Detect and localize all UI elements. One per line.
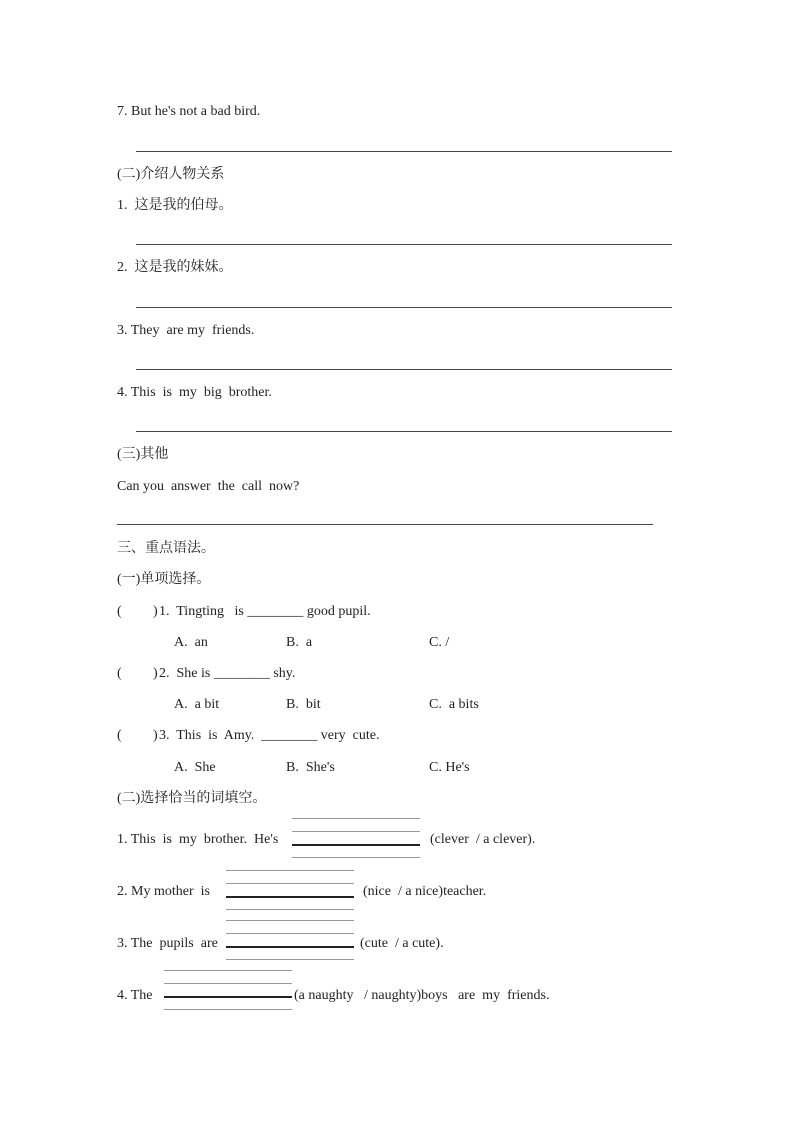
answer-paren-open[interactable]: ( <box>117 666 122 681</box>
fill-blank[interactable] <box>226 870 354 912</box>
fill-item-3-options: (cute / a cute). <box>360 936 444 951</box>
relation-item-3: 3. They are my friends. <box>117 323 255 338</box>
option-b: B. She's <box>286 760 335 775</box>
fill-item-3-text: 3. The pupils are <box>117 936 218 951</box>
blank-guide-line <box>164 970 292 971</box>
answer-line[interactable] <box>136 244 672 245</box>
relation-item-1: 1. 这是我的伯母。 <box>117 198 233 213</box>
answer-line[interactable] <box>136 431 672 432</box>
option-a: A. She <box>174 760 216 775</box>
blank-answer-line <box>292 844 420 846</box>
relation-item-2: 2. 这是我的妹妹。 <box>117 260 233 275</box>
blank-guide-line <box>292 857 420 858</box>
blank-guide-line <box>226 959 354 960</box>
fill-item-4-options: (a naughty / naughty)boys are my friends. <box>294 988 550 1003</box>
fill-item-1-options: (clever / a clever). <box>430 832 536 847</box>
blank-guide-line <box>292 818 420 819</box>
blank-guide-line <box>226 933 354 934</box>
section-heading-relations: (二)介绍人物关系 <box>117 167 225 182</box>
answer-line[interactable] <box>117 524 653 525</box>
fill-item-2-text: 2. My mother is <box>117 884 210 899</box>
option-c: C. / <box>429 635 450 650</box>
subsection-heading-fill: (二)选择恰当的词填空。 <box>117 791 267 806</box>
blank-guide-line <box>226 883 354 884</box>
fill-item-2-options: (nice / a nice)teacher. <box>363 884 487 899</box>
blank-answer-line <box>164 996 292 998</box>
answer-line[interactable] <box>136 307 672 308</box>
answer-line[interactable] <box>136 151 672 152</box>
fill-item-1-text: 1. This is my brother. He's <box>117 832 279 847</box>
option-c: C. He's <box>429 760 470 775</box>
choice-question-3: 3. This is Amy. ________ very cute. <box>159 728 380 743</box>
answer-line[interactable] <box>136 369 672 370</box>
section-heading-grammar: 三、重点语法。 <box>117 541 215 556</box>
blank-guide-line <box>292 831 420 832</box>
subsection-heading-choice: (一)单项选择。 <box>117 572 211 587</box>
blank-guide-line <box>164 1009 292 1010</box>
answer-paren-close: ) <box>153 666 158 681</box>
other-question-1: Can you answer the call now? <box>117 479 300 494</box>
fill-blank[interactable] <box>292 818 420 860</box>
blank-guide-line <box>226 870 354 871</box>
option-a: A. an <box>174 635 208 650</box>
fill-blank[interactable] <box>226 920 354 962</box>
sentence-7: 7. But he's not a bad bird. <box>117 104 261 119</box>
option-b: B. bit <box>286 697 321 712</box>
blank-guide-line <box>164 983 292 984</box>
fill-item-4-text: 4. The <box>117 988 153 1003</box>
fill-blank[interactable] <box>164 970 292 1012</box>
blank-guide-line <box>226 920 354 921</box>
section-heading-others: (三)其他 <box>117 447 169 462</box>
choice-question-2: 2. She is ________ shy. <box>159 666 296 681</box>
blank-guide-line <box>226 909 354 910</box>
answer-paren-close: ) <box>153 604 158 619</box>
choice-question-1: 1. Tingting is ________ good pupil. <box>159 604 371 619</box>
relation-item-4: 4. This is my big brother. <box>117 385 272 400</box>
answer-paren-open[interactable]: ( <box>117 604 122 619</box>
answer-paren-close: ) <box>153 728 158 743</box>
blank-answer-line <box>226 896 354 898</box>
answer-paren-open[interactable]: ( <box>117 728 122 743</box>
option-c: C. a bits <box>429 697 479 712</box>
blank-answer-line <box>226 946 354 948</box>
option-a: A. a bit <box>174 697 220 712</box>
option-b: B. a <box>286 635 313 650</box>
